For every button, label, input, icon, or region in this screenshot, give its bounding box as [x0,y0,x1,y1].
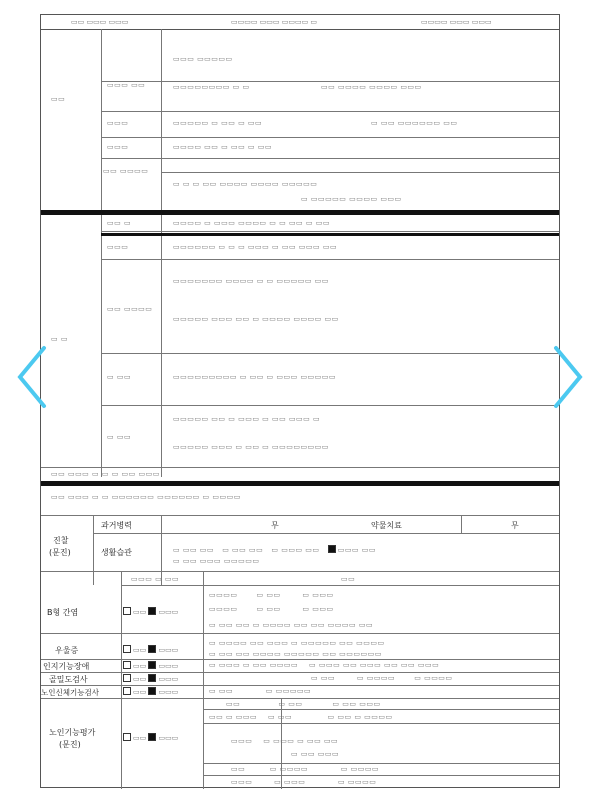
cognitive-label: 인지기능장애 [43,662,90,671]
chevron-right-icon[interactable] [546,342,586,412]
past-history-label: 과거병력 [101,521,132,530]
jinchal-sublabel: (문진) [49,548,71,557]
elderly-function-sublabel: (문진) [59,740,81,749]
bone-density-label: 골밀도검사 [49,675,88,684]
hep-b-checks: ▭▭ ▭▭▭ [123,607,178,616]
cognitive-checks: ▭▭ ▭▭▭ [123,661,178,670]
elderly-function-checks: ▭▭ ▭▭▭ [123,733,178,742]
bone-density-checks: ▭▭ ▭▭▭ [123,674,178,683]
health-exam-result-form: ▭▭ ▭▭▭ ▭▭▭ ▭▭▭▭ ▭▭▭ ▭▭▭▭ ▭ ▭▭▭▭ ▭▭▭ ▭▭▭ ▭▭ ▭▭▭ ▭▭ ▭▭▭ ▭▭▭ ▭▭ ▭▭▭▭ ▭▭▭ ▭▭▭▭▭ ▭▭▭▭▭▭▭▭ ▭ ▭ ▭▭ ▭▭▭▭ ▭▭▭▭ ▭▭▭ ▭▭▭▭▭ ▭ ▭▭ ▭ ▭▭ ▭ ▭▭ ▭▭▭▭▭▭ ▭▭ ▭▭▭▭ ▭▭ ▭ ▭▭ ▭ ▭▭ ▭ ▭ ▭ ▭▭ ▭▭▭▭ ▭▭▭▭ ▭▭▭▭▭ ▭ ▭▭▭▭▭ ▭▭▭▭ ▭▭▭ ▭ ▭ ▭▭ ▭ ▭▭▭ ▭▭ ▭▭▭▭ ▭ ▭▭ ▭ ▭▭ ▭▭▭▭ ▭ ▭▭▭ ▭▭▭▭ ▭ ▭ ▭▭ ▭ ▭▭ ▭▭▭▭▭▭ ▭ ▭ ▭ ▭▭▭ ▭ ▭▭ ▭▭▭ ▭▭ ▭▭▭▭▭▭▭ ▭▭▭▭ ▭ ▭ ▭▭▭▭▭ ▭▭ ▭▭▭▭▭ ▭▭▭ ▭▭ ▭ ▭▭▭▭ ▭▭▭▭ ▭▭ ▭▭▭▭▭▭▭▭▭ ▭ ▭▭ ▭ ▭▭▭ ▭▭▭▭▭ ▭▭▭▭▭ ▭▭ ▭ ▭▭▭ ▭ ▭▭ ▭▭▭ ▭ ▭▭▭▭▭ ▭▭▭ ▭ ▭▭ ▭ ▭▭▭▭▭▭▭▭ ▭▭ ▭▭▭ ▭ ▭ ▭ ▭▭ ▭▭▭ ▭▭ ▭▭▭ ▭ ▭ ▭▭▭▭▭▭ ▭▭▭▭▭▭ ▭ ▭▭▭▭ 진찰 (문진) 과거병력 무 약물치료 무 생활습관 ▭ ▭▭ ▭▭ ▭ ▭▭ ▭▭ ▭ ▭▭▭ ▭▭ ▭▭▭ ▭▭ ▭ ▭▭ ▭▭▭ ▭▭▭▭▭ ▭▭▭ ▭ ▭▭ ▭▭ B형 간염 ▭▭ ▭▭▭ ▭▭▭▭ ▭ ▭▭ ▭ ▭▭▭ ▭▭▭▭ ▭ ▭▭ ▭ ▭▭▭ ▭ ▭▭ ▭▭ ▭ ▭▭▭▭ ▭▭ ▭▭ ▭▭▭▭ ▭▭ 우울증 ▭▭ ▭▭▭ ▭ ▭▭▭▭ ▭▭ ▭▭▭ ▭ ▭▭▭▭▭ ▭▭ ▭▭▭▭ ▭ ▭▭ ▭▭ ▭▭▭▭ ▭▭▭▭▭ ▭▭ ▭▭▭▭▭▭ 인지기능장애 ▭▭ ▭▭▭ ▭ ▭▭▭ ▭ ▭▭ ▭▭▭▭ ▭ ▭▭▭ ▭▭ ▭▭▭ ▭▭ ▭▭ ▭▭▭ 골밀도검사 ▭▭ ▭▭▭ ▭ ▭▭ ▭ ▭▭▭▭ ▭ ▭▭▭▭ 노인신체기능검사 ▭▭ ▭▭▭ ▭ ▭▭ ▭ ▭▭▭▭▭ 노인기능평가 (문진) ▭▭ ▭▭▭ ▭▭ ▭ ▭▭ ▭ ▭▭ ▭▭▭ ▭▭ ▭ ▭▭▭ ▭ ▭▭ ▭ ▭▭ ▭ ▭▭▭▭ ▭▭▭ ▭ ▭▭▭ ▭ ▭▭ ▭▭ ▭ ▭▭ ▭▭▭ ▭▭ ▭ ▭▭▭▭ ▭ ▭▭▭▭ ▭▭▭ ▭ ▭▭▭ ▭ ▭▭▭▭ [40,14,560,788]
elderly-physical-label: 노인신체기능검사 [41,688,99,697]
med-treatment-value: 무 [511,521,519,530]
jinchal-label: 진찰 [53,536,69,545]
elderly-function-label: 노인기능평가 [49,728,96,737]
hep-b-label: B형 간염 [47,608,79,617]
lifestyle-label: 생활습관 [101,548,132,557]
med-treatment-label: 약물치료 [371,521,402,530]
lifestyle-options: ▭ ▭▭ ▭▭ ▭ ▭▭ ▭▭ ▭ ▭▭▭ ▭▭ ▭▭▭ ▭▭ [173,546,376,554]
chevron-left-icon[interactable] [14,342,54,412]
depression-checks: ▭▭ ▭▭▭ [123,645,178,654]
past-history-value: 무 [271,521,279,530]
elderly-physical-checks: ▭▭ ▭▭▭ [123,687,178,696]
form-header-row: ▭▭ ▭▭▭ ▭▭▭ ▭▭▭▭ ▭▭▭ ▭▭▭▭ ▭ ▭▭▭▭ ▭▭▭ ▭▭▭ [41,15,559,30]
depression-label: 우울증 [55,646,79,655]
